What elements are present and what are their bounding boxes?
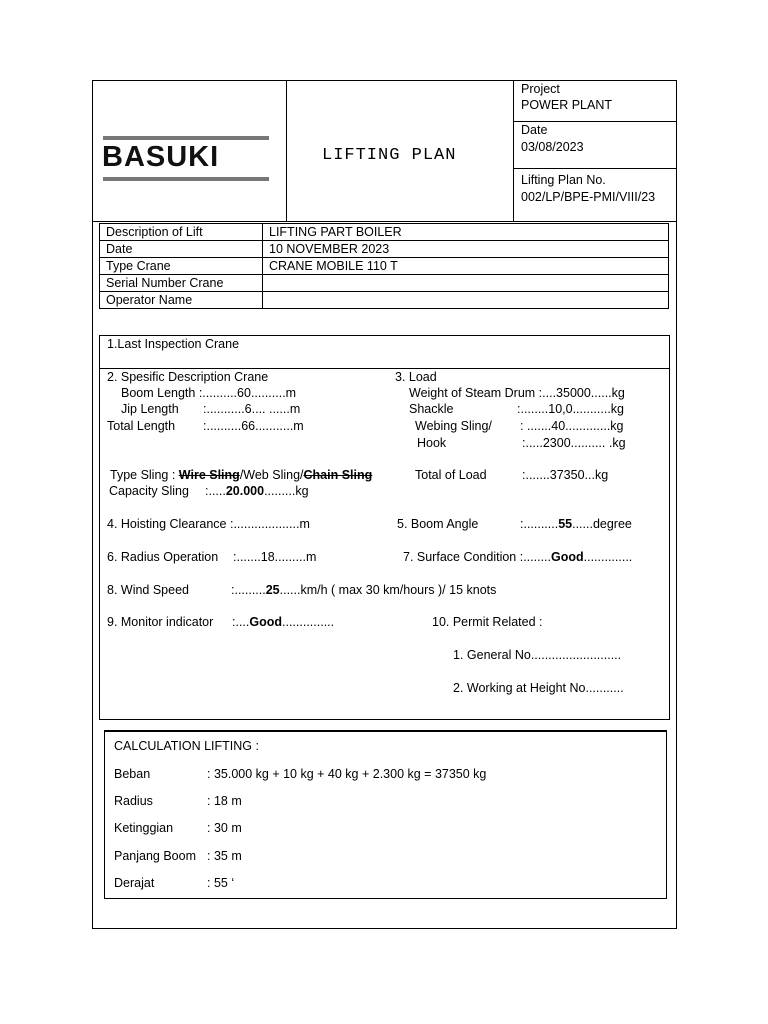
jip-length-label: Jip Length [121,402,179,416]
jip-length-value: :...........6.... ......m [203,402,301,416]
header-right-sep-1 [513,121,677,122]
row-value: LIFTING PART BOILER [263,224,669,241]
page-title: LIFTING PLAN [322,146,457,165]
logo-bar-bottom [103,177,269,181]
calc-label-radius: Radius [114,794,153,808]
capacity-post: .........kg [264,484,309,498]
radius-operation-value: :.......18.........m [233,550,317,564]
type-sling-label: Type Sling : [110,468,179,482]
wind-speed-value [231,583,496,597]
calculation-title: CALCULATION LIFTING : [114,739,259,753]
row-label: Operator Name [100,292,263,309]
sling-web: /Web Sling/ [239,468,304,482]
project-label: Project [521,82,560,96]
capacity-sling-label: Capacity Sling [109,484,189,498]
capacity-sling-value [205,484,309,498]
project-value: POWER PLANT [521,98,612,112]
table-row [100,292,669,309]
calculation-outer-box [104,730,667,899]
calc-value-radius: : 18 m [207,794,242,808]
wind-speed-label: 8. Wind Speed [107,583,189,597]
surface-pre: 7. Surface Condition :........ [403,550,551,564]
permit-general: 1. General No.......................... [453,648,622,662]
lift-info-table [99,223,669,309]
header-right-sep-2 [513,168,677,169]
calc-label-derajat: Derajat [114,876,155,890]
plan-no-label: Lifting Plan No. [521,173,606,187]
table-row [100,224,669,241]
date-value: 03/08/2023 [521,140,584,154]
boom-angle-label: 5. Boom Angle [397,517,479,531]
boom-angle-post: ......degree [572,517,632,531]
table-row [100,241,669,258]
radius-operation-label: 6. Radius Operation [107,550,219,564]
monitor-post: ............... [282,615,335,629]
boom-angle-number: 55 [558,517,573,531]
boom-angle-pre: :.......... [520,517,559,531]
row-value [263,275,669,292]
plan-no-value: 002/LP/BPE-PMI/VIII/23 [521,190,656,204]
surface-post: .............. [583,550,633,564]
sling-chain: Chain Sling [303,468,373,482]
header-bottom-line [92,221,677,222]
hook-value: :.....2300.......... .kg [522,436,626,450]
row-label: Description of Lift [100,224,263,241]
calc-value-ketinggian: : 30 m [207,821,242,835]
calc-value-derajat: : 55 ‘ [207,876,235,890]
wind-post: ......km/h ( max 30 km/hours )/ 15 knots [279,583,497,597]
capacity-number: 20.000 [225,484,265,498]
shackle-label: Shackle [409,402,454,416]
boom-length: Boom Length :..........60..........m [121,386,297,400]
webing-value: : .......40.............kg [520,419,624,433]
webing-label: Webing Sling/ [415,419,492,433]
monitor-value: Good [249,615,283,629]
permit-title: 10. Permit Related : [432,615,543,629]
total-load-value: :.......37350...kg [522,468,609,482]
inspection-divider [99,368,670,369]
calc-value-panjang-boom: : 35 m [207,849,242,863]
monitor-pre: :.... [232,615,250,629]
last-inspection-label: 1.Last Inspection Crane [107,337,240,351]
permit-working-height: 2. Working at Height No........... [453,681,624,695]
total-length-value: :..........66...........m [203,419,304,433]
row-value: CRANE MOBILE 110 T [263,258,669,275]
monitor-indicator-label: 9. Monitor indicator [107,615,214,629]
date-label: Date [521,123,548,137]
surface-condition [403,550,632,564]
hook-label: Hook [417,436,447,450]
calc-label-ketinggian: Ketinggian [114,821,174,835]
monitor-indicator-value [232,615,334,629]
table-row [100,275,669,292]
spec-title: 2. Spesific Description Crane [107,370,269,384]
calc-label-beban: Beban [114,767,151,781]
capacity-pre: :..... [205,484,226,498]
sling-wire: Wire Sling [178,468,240,482]
load-title: 3. Load [395,370,437,384]
hoisting-clearance: 4. Hoisting Clearance :...................m [107,517,310,531]
calculation-top-line [104,731,667,732]
row-label: Serial Number Crane [100,275,263,292]
total-load-label: Total of Load [415,468,487,482]
wind-number: 25 [265,583,280,597]
table-row [100,258,669,275]
shackle-value: :........10,0...........kg [517,402,624,416]
row-value: 10 NOVEMBER 2023 [263,241,669,258]
row-label: Type Crane [100,258,263,275]
boom-angle-value [520,517,632,531]
total-length-label: Total Length [107,419,176,433]
calc-label-panjang-boom: Panjang Boom [114,849,197,863]
row-label: Date [100,241,263,258]
logo-bar-top [103,136,269,140]
type-sling [110,468,372,482]
row-value [263,292,669,309]
surface-value: Good [551,550,584,564]
logo-text: BASUKI [102,141,220,173]
wind-pre: :......... [231,583,266,597]
steam-drum-weight: Weight of Steam Drum :....35000......kg [409,386,625,400]
calc-value-beban: : 35.000 kg + 10 kg + 40 kg + 2.300 kg = 37350 kg [207,767,487,781]
header-divider-2 [513,80,514,222]
header-divider-1 [286,80,287,222]
